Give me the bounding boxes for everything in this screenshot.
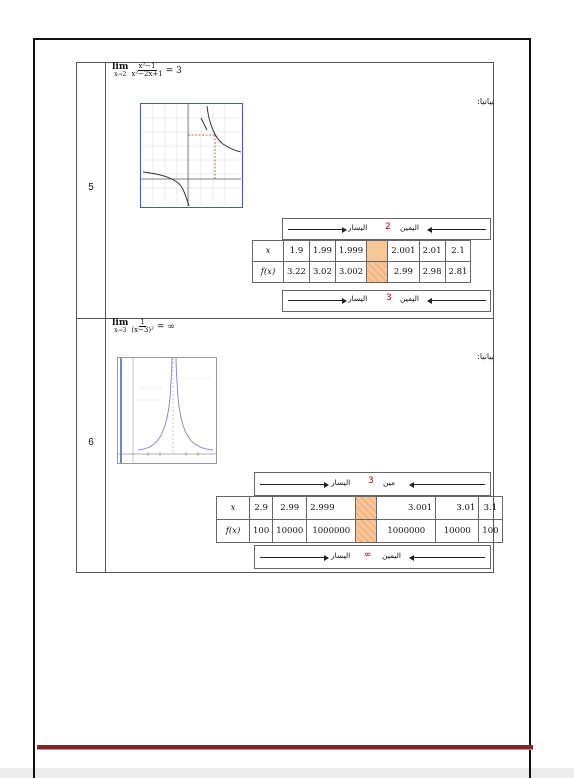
x-value: 2.01 (419, 241, 445, 262)
arrow-right (288, 300, 346, 301)
x-label: x (253, 241, 284, 262)
graphically-label: بيانيا: (477, 97, 494, 106)
fx-value: 1000000 (377, 520, 436, 543)
left-label: اليسار (331, 551, 351, 560)
fx-label: f(x) (217, 520, 250, 543)
problem-number: 5 (88, 182, 94, 193)
limit-expression (112, 63, 182, 79)
right-label: اليمين (382, 551, 401, 560)
values-table (216, 496, 503, 543)
fx-value: 3.02 (309, 262, 335, 283)
fx-value: 3.002 (335, 262, 366, 283)
fx-value: 2.81 (445, 262, 471, 283)
x-value: 1.99 (309, 241, 335, 262)
graph-plot (141, 104, 241, 206)
denominator: (x−3)² (131, 326, 154, 335)
numerator: x²−1 (138, 62, 156, 70)
fx-value: 10000 (436, 520, 479, 543)
denominator: x²−2x+1 (131, 70, 163, 79)
arrow-right (260, 557, 328, 558)
arrow-left (428, 300, 486, 301)
highlight-cell (356, 497, 377, 520)
arrow-left (410, 557, 485, 558)
graph-plot (118, 358, 216, 463)
limit-value: ∞ (364, 550, 372, 560)
highlight-cell (356, 520, 377, 543)
x-value: 2.99 (273, 497, 307, 520)
x-value: 1.9 (284, 241, 310, 262)
limit-result: = 3 (165, 65, 182, 76)
highlight-cell (367, 262, 388, 283)
x-value: 3.01 (436, 497, 479, 520)
right-label: مين (383, 478, 395, 487)
x-label: x (217, 497, 250, 520)
limit-expression (112, 319, 175, 335)
x-value: 2.9 (250, 497, 273, 520)
fx-value: 1000000 (307, 520, 356, 543)
arrow-right (288, 229, 346, 230)
fx-label: f(x) (253, 262, 284, 283)
values-table (252, 240, 471, 283)
x-value: 2.1 (445, 241, 471, 262)
left-label: اليسار (348, 294, 368, 303)
right-label: اليمين (400, 223, 419, 232)
lim-word: lim (112, 318, 129, 329)
function-graph (140, 103, 243, 208)
lim-subscript: x→3 (114, 327, 127, 335)
fx-value: 2.98 (419, 262, 445, 283)
lim-word: lim (112, 62, 129, 73)
limit-result: = ∞ (156, 321, 175, 332)
function-graph (117, 357, 217, 464)
x-value: 3.1 (479, 497, 502, 520)
x-value: 3.001 (377, 497, 436, 520)
x-value: 1.999 (335, 241, 366, 262)
limit-point: 2 (385, 222, 391, 232)
left-label: اليسار (331, 478, 351, 487)
fx-value: 10000 (273, 520, 307, 543)
arrow-right (260, 484, 328, 485)
problem-number: 6 (88, 437, 94, 448)
lim-subscript: x→2 (114, 71, 127, 79)
fx-value: 2.99 (388, 262, 419, 283)
arrow-left (410, 484, 485, 485)
fx-value: 100 (479, 520, 502, 543)
right-label: اليمين (400, 294, 419, 303)
arrow-left (428, 229, 486, 230)
footer-rule (37, 745, 533, 750)
fx-value: 100 (250, 520, 273, 543)
x-value: 2.999 (307, 497, 356, 520)
limit-point: 3 (368, 476, 374, 486)
numerator: 1 (140, 318, 145, 326)
limit-value: 3 (386, 293, 392, 303)
graphically-label: بيانيا: (477, 352, 494, 361)
x-value: 2.001 (388, 241, 419, 262)
highlight-cell (367, 241, 388, 262)
left-label: اليسار (348, 223, 368, 232)
fx-value: 3.22 (284, 262, 310, 283)
